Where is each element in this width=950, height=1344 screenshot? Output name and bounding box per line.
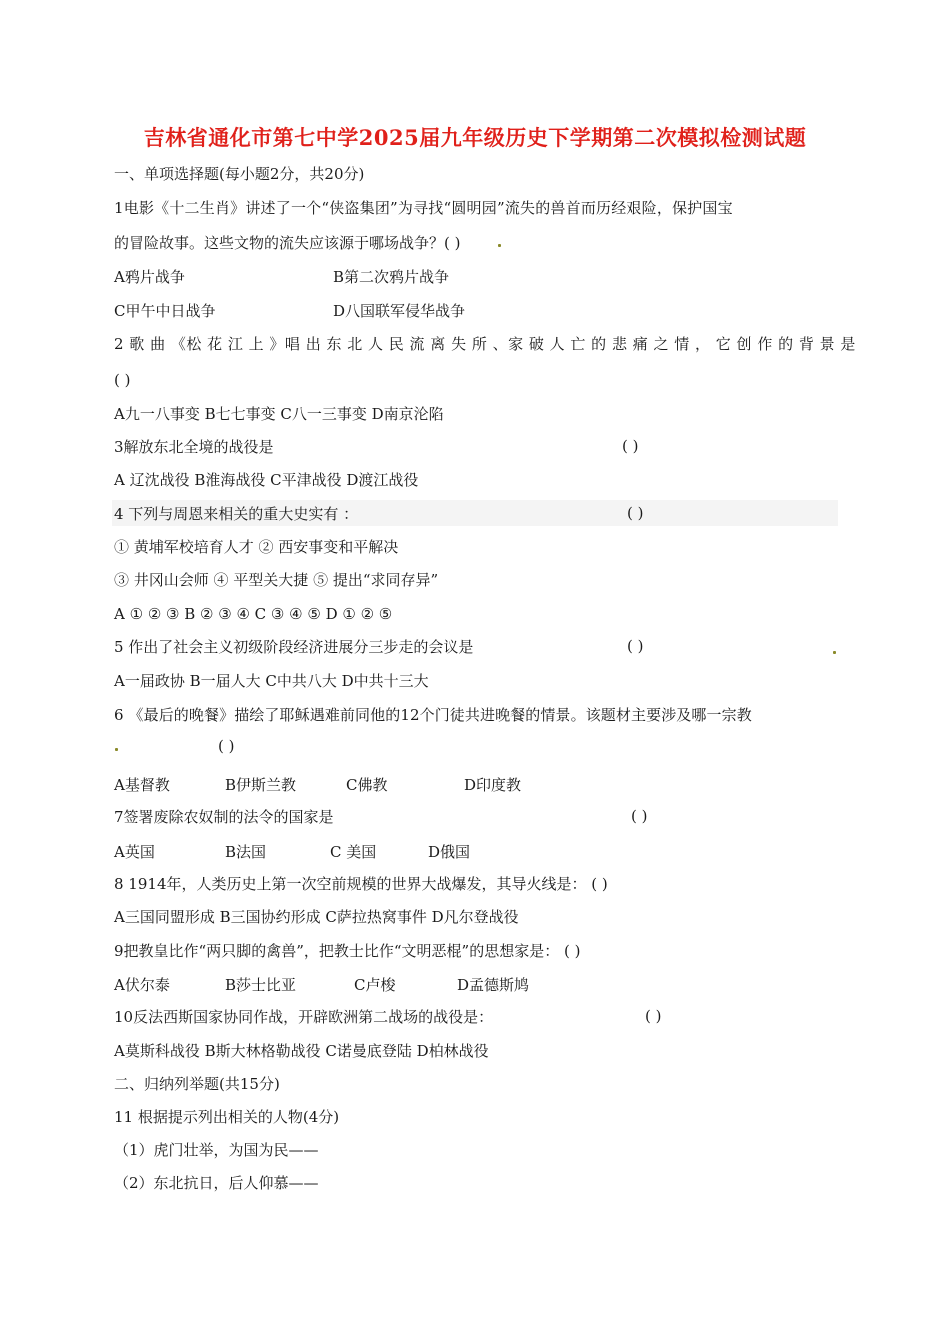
question-7-option-d: D俄国 (428, 843, 471, 861)
question-1-option-c: C甲午中日战争 (114, 302, 216, 320)
question-9-option-c: C卢梭 (354, 976, 396, 994)
section-1-heading: 一、单项选择题(每小题2分，共20分) (114, 165, 365, 183)
question-6-line-1: 6 《最后的晚餐》描绘了耶稣遇难前同他的12个门徒共进晚餐的情景。该题材主要涉及哪一宗教 (114, 706, 752, 724)
question-7-option-b: B法国 (225, 843, 267, 861)
question-3-answer-blank: ( ) (622, 437, 639, 455)
question-4-options: A ① ② ③ B ② ③ ④ C ③ ④ ⑤ D ① ② ⑤ (114, 605, 393, 623)
question-1-line-1: 1电影《十二生肖》讲述了一个“侠盗集团”为寻找“圆明园”流失的兽首而历经艰险，保护国宝 (114, 199, 733, 217)
question-10-options: A莫斯科战役 B斯大林格勒战役 C诺曼底登陆 D柏林战役 (114, 1042, 489, 1060)
scan-speck (498, 244, 501, 247)
scan-speck (115, 748, 118, 751)
scan-speck (833, 651, 836, 654)
question-4-answer-blank: ( ) (627, 504, 644, 522)
question-5-text: 5 作出了社会主义初级阶段经济进展分三步走的会议是 (114, 638, 474, 656)
question-1-option-a: A鸦片战争 (114, 268, 185, 286)
question-1-option-d: D八国联军侵华战争 (333, 302, 466, 320)
question-4-text: 4 下列与周恩来相关的重大史实有 ： (114, 505, 359, 523)
question-5-options: A一届政协 B一届人大 C中共八大 D中共十三大 (114, 672, 429, 690)
question-8-text: 8 1914年，人类历史上第一次空前规模的世界大战爆发，其导火线是： ( ) (114, 875, 608, 893)
question-6-answer-blank: ( ) (218, 737, 235, 755)
question-11-text: 11 根据提示列出相关的人物(4分) (114, 1108, 340, 1126)
question-9-option-d: D孟德斯鸠 (457, 976, 530, 994)
question-6-option-c: C佛教 (346, 776, 388, 794)
question-2-options: A九一八事变 B七七事变 C八一三事变 D南京沦陷 (114, 405, 444, 423)
question-6-option-d: D印度教 (464, 776, 522, 794)
question-7-option-a: A英国 (114, 843, 155, 861)
question-4-items-1: ① 黄埔军校培育人才 ② 西安事变和平解决 (114, 538, 399, 556)
question-7-text: 7签署废除农奴制的法令的国家是 (114, 808, 334, 826)
question-3-options: A 辽沈战役 B淮海战役 C平津战役 D渡江战役 (114, 471, 419, 489)
section-2-heading: 二、归纳列举题(共15分) (114, 1075, 280, 1093)
exam-title: 吉林省通化市第七中学2025届九年级历史下学期第二次模拟检测试题 (143, 125, 807, 150)
question-7-option-c: C 美国 (330, 843, 377, 861)
question-10-answer-blank: ( ) (645, 1007, 662, 1025)
question-1-line-2: 的冒险故事。这些文物的流失应该源于哪场战争？( ) (114, 234, 461, 252)
question-11-prompt-2: （2）东北抗日，后人仰慕—— (114, 1174, 319, 1192)
question-9-text: 9把教皇比作“两只脚的禽兽”，把教士比作“文明恶棍”的思想家是： ( ) (114, 942, 581, 960)
question-9-option-b: B莎士比亚 (225, 976, 297, 994)
question-3-text: 3解放东北全境的战役是 (114, 438, 274, 456)
question-10-text: 10反法西斯国家协同作战，开辟欧洲第二战场的战役是： (114, 1008, 494, 1026)
question-6-option-a: A基督教 (114, 776, 170, 794)
question-2-line-2: ( ) (114, 371, 131, 389)
question-2-line-1: 2 歌 曲 《松 花 江 上 》唱 出 东 北 人 民 流 离 失 所 、家 破 人 亡 的 悲 痛 之 情 ， 它 创 作 的 背 景 是 (114, 335, 856, 353)
question-6-option-b: B伊斯兰教 (225, 776, 297, 794)
question-9-option-a: A伏尔泰 (114, 976, 170, 994)
question-8-options: A三国同盟形成 B三国协约形成 C萨拉热窝事件 D凡尔登战役 (114, 908, 519, 926)
question-5-answer-blank: ( ) (627, 637, 644, 655)
question-4-items-2: ③ 井冈山会师 ④ 平型关大捷 ⑤ 提出“求同存异” (114, 571, 439, 589)
question-7-answer-blank: ( ) (631, 807, 648, 825)
question-11-prompt-1: （1）虎门壮举，为国为民—— (114, 1141, 319, 1159)
question-1-option-b: B第二次鸦片战争 (333, 268, 450, 286)
